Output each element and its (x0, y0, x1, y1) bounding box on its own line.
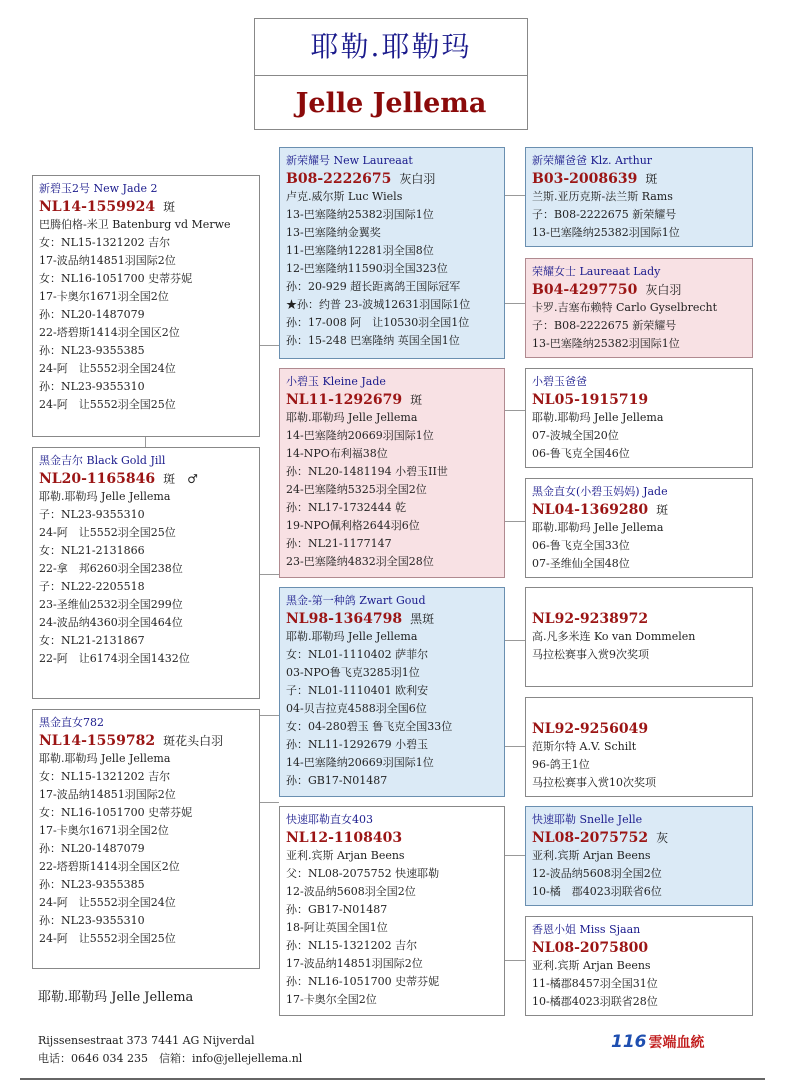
connector-line (259, 715, 279, 716)
pigeon-ring: NL12-1108403 (286, 830, 403, 846)
pigeon-color: 灰 (656, 831, 669, 845)
pigeon-ring: NL05-1915719 (532, 392, 649, 408)
pigeon-ring: NL98-1364798 黑斑 (286, 611, 435, 627)
connector-line (259, 802, 279, 803)
pigeon-line: 孙：NL23-9355385 (39, 878, 145, 891)
pigeon-line: 23-圣维仙2532羽全国299位 (39, 598, 183, 611)
pigeon-line: 孙：NL20-1487079 (39, 308, 145, 321)
pigeon-line: 23-巴塞隆纳4832羽全国28位 (286, 555, 434, 568)
connector-line (259, 345, 279, 346)
pigeon-ring: NL14-1559782 斑花头白羽 (39, 733, 224, 749)
pigeon-ring: B08-2222675 灰白羽 (286, 171, 436, 187)
title-chinese: 耶勒.耶勒玛 (255, 19, 527, 76)
pigeon-line: 孙：20-929 超长距离鸽王国际冠军 (286, 280, 461, 293)
pigeon-line: 22-塔碧斯1414羽全国区2位 (39, 326, 180, 339)
pigeon-line: 亚利.宾斯 Arjan Beens (532, 849, 651, 862)
pigeon-line: 18-阿让英国全国1位 (286, 921, 388, 934)
pigeon-card-granddam-dam-side (279, 806, 505, 1016)
pigeon-line: 24-阿 让5552羽全国25位 (39, 398, 176, 411)
pigeon-ring: NL08-2075752 灰 (532, 830, 669, 846)
pigeon-line: 孙：NL23-9355310 (39, 914, 145, 927)
pigeon-line: 卡罗.吉塞布赖特 Carlo Gyselbrecht (532, 301, 718, 314)
pigeon-line: 范斯尔特 A.V. Schilt (532, 740, 637, 753)
pigeon-line: 22-阿 让6174羽全国1432位 (39, 652, 190, 665)
pigeon-line: 孙：NL23-9355385 (39, 344, 145, 357)
pigeon-line: 24-阿 让5552羽全国24位 (39, 362, 176, 375)
pigeon-line: 女：NL16-1051700 史蒂芬妮 (39, 806, 193, 819)
pigeon-color: 斑 (645, 172, 658, 186)
pigeon-line: 巴腾伯格-米卫 Batenburg vd Merwe (39, 218, 231, 231)
pigeon-line: 19-NPO佩利格2644羽6位 (286, 519, 420, 532)
pigeon-line: 14-巴塞隆纳20669羽国际1位 (286, 429, 434, 442)
pigeon-line: 24-波品纳4360羽全国464位 (39, 616, 183, 629)
connector-line (505, 855, 525, 856)
pigeon-line: 孙：NL15-1321202 吉尔 (286, 939, 418, 952)
owner-name: 耶勒.耶勒玛 Jelle Jellema (38, 990, 194, 1005)
pigeon-line: 96-鸽王1位 (532, 758, 590, 771)
pigeon-name (532, 702, 746, 720)
pigeon-ring: NL04-1369280 斑 (532, 502, 669, 518)
pigeon-line: 11-巴塞隆纳12281羽全国8位 (286, 244, 434, 257)
pigeon-color: 斑 (163, 200, 176, 214)
pigeon-line: 22-拿 邦6260羽全国238位 (39, 562, 183, 575)
pigeon-line: 子：B08-2222675 新荣耀号 (532, 319, 677, 332)
pigeon-line: 14-NPO布利福38位 (286, 447, 388, 460)
pigeon-line: 孙：15-248 巴塞隆纳 英国全国1位 (286, 334, 460, 347)
pigeon-card-ggp-7 (525, 806, 753, 906)
pigeon-line: 孙：NL21-1177147 (286, 537, 392, 550)
pigeon-line: 24-阿 让5552羽全国25位 (39, 526, 176, 539)
pigeon-line: 06-鲁飞克全国33位 (532, 539, 630, 552)
pigeon-name: 小碧玉 Kleine Jade (286, 375, 386, 388)
pigeon-line: 17-波品纳14851羽国际2位 (39, 788, 176, 801)
pigeon-color: 灰白羽 (399, 172, 436, 186)
pigeon-color: 斑 ♂ (163, 472, 198, 486)
pigeon-line: 女：NL16-1051700 史蒂芬妮 (39, 272, 193, 285)
pigeon-line: 孙：GB17-N01487 (286, 903, 388, 916)
connector-line (505, 410, 525, 411)
pigeon-line: 耶勒.耶勒玛 Jelle Jellema (532, 411, 664, 424)
pigeon-line: 孙：NL20-1487079 (39, 842, 145, 855)
pigeon-line: 17-卡奥尔1671羽全国2位 (39, 824, 169, 837)
pigeon-line: 马拉松赛事入赏10次奖项 (532, 776, 656, 789)
pigeon-name: 黑金直女782 (39, 716, 104, 729)
pigeon-card-grandsire (279, 147, 505, 359)
connector-line (505, 746, 525, 747)
pigeon-line: 兰斯.亚历克斯-法兰斯 Rams (532, 190, 673, 203)
pigeon-line: 马拉松赛事入赏9次奖项 (532, 648, 649, 661)
pigeon-line: 孙：GB17-N01487 (286, 774, 388, 787)
pigeon-line: 耶勒.耶勒玛 Jelle Jellema (286, 630, 418, 643)
title-english: Jelle Jellema (295, 88, 487, 119)
pigeon-card-ggp-3 (525, 368, 753, 468)
connector-line (505, 521, 525, 522)
pigeon-line: 子：NL22-2205518 (39, 580, 145, 593)
pigeon-line: 10-橘 郡4023羽联省6位 (532, 885, 662, 898)
connector-line (505, 195, 525, 196)
pigeon-line: 12-波品纳5608羽全国2位 (532, 867, 662, 880)
pigeon-line: 04-贝吉拉克4588羽全国6位 (286, 702, 427, 715)
pigeon-line: 亚利.宾斯 Arjan Beens (286, 849, 405, 862)
pigeon-line: 卢克.威尔斯 Luc Wiels (286, 190, 403, 203)
pigeon-card-dam (32, 709, 260, 969)
footer-contact: 电话：0646 034 235 信箱：info@jellejellema.nl (38, 1052, 303, 1065)
pigeon-line: 03-NPO鲁飞克3285羽1位 (286, 666, 420, 679)
pigeon-line: 12-波品纳5608羽全国2位 (286, 885, 416, 898)
pigeon-line: 14-巴塞隆纳20669羽国际1位 (286, 756, 434, 769)
pigeon-line: 17-波品纳14851羽国际2位 (39, 254, 176, 267)
pigeon-card-ggp-2 (525, 258, 753, 358)
logo-text: 雲端血統 (648, 1035, 705, 1051)
pigeon-line: 孙：NL11-1292679 小碧玉 (286, 738, 429, 751)
connector-line (505, 640, 525, 641)
connector-line (259, 574, 279, 575)
pigeon-ring: B03-2008639 斑 (532, 171, 658, 187)
pigeon-line: 孙：NL23-9355310 (39, 380, 145, 393)
pigeon-ring: NL20-1165846 斑 ♂ (39, 471, 198, 487)
pigeon-line: 13-巴塞隆纳金翼奖 (286, 226, 381, 239)
pigeon-line: 24-阿 让5552羽全国24位 (39, 896, 176, 909)
pigeon-line: 耶勒.耶勒玛 Jelle Jellema (39, 490, 171, 503)
pigeon-line: 耶勒.耶勒玛 Jelle Jellema (286, 411, 418, 424)
pigeon-name: 小碧玉爸爸 (532, 375, 587, 388)
pigeon-line: 11-橘郡8457羽全国31位 (532, 977, 658, 990)
pigeon-card-ggp-5 (525, 587, 753, 687)
brand-logo (611, 1032, 705, 1052)
pigeon-line: 06-鲁飞克全国46位 (532, 447, 630, 460)
pigeon-name: 黑金吉尔 Black Gold Jill (39, 454, 166, 467)
pigeon-line: 17-波品纳14851羽国际2位 (286, 957, 423, 970)
pigeon-card-ggp-4 (525, 478, 753, 578)
pigeon-card-sire (32, 175, 260, 437)
pigeon-ring: NL92-9238972 (532, 611, 649, 627)
pigeon-name: 荣耀女士 Laureaat Lady (532, 265, 661, 278)
pigeon-color: 斑 (656, 503, 669, 517)
pigeon-line: 子：NL01-1110401 欧利安 (286, 684, 429, 697)
pigeon-card-grandsire-dam-side (279, 587, 505, 797)
pigeon-name (532, 592, 746, 610)
pigeon-line: 女：NL15-1321202 吉尔 (39, 236, 171, 249)
pigeon-line: 13-巴塞隆纳25382羽国际1位 (532, 337, 680, 350)
pigeon-color: 黑斑 (410, 612, 435, 626)
pigeon-line: 女：04-280碧玉 鲁飞克全国33位 (286, 720, 453, 733)
pigeon-name: 新碧玉2号 New Jade 2 (39, 182, 158, 195)
pigeon-line: 孙：17-008 阿 让10530羽全国1位 (286, 316, 470, 329)
pigeon-name: 新荣耀号 New Laureaat (286, 154, 413, 167)
pigeon-line: ★孙：约普 23-波城12631羽国际1位 (286, 298, 471, 311)
pigeon-line: 孙：NL17-1732444 乾 (286, 501, 407, 514)
pigeon-ring: NL14-1559924 斑 (39, 199, 176, 215)
pigeon-ring: NL92-9256049 (532, 721, 649, 737)
pigeon-card-ggp-6 (525, 697, 753, 797)
pigeon-line: 父：NL08-2075752 快速耶勒 (286, 867, 440, 880)
pigeon-line: 12-巴塞隆纳11590羽全国323位 (286, 262, 448, 275)
pigeon-line: 耶勒.耶勒玛 Jelle Jellema (39, 752, 171, 765)
pigeon-line: 女：NL01-1110402 萨菲尔 (286, 648, 429, 661)
pigeon-line: 22-塔碧斯1414羽全国区2位 (39, 860, 180, 873)
pigeon-card-ggp-8 (525, 916, 753, 1016)
pigeon-name: 黑金-第一种鸽 Zwart Goud (286, 594, 426, 607)
connector-line (505, 960, 525, 961)
pigeon-card-subject (32, 447, 260, 699)
pigeon-line: 亚利.宾斯 Arjan Beens (532, 959, 651, 972)
pigeon-line: 子：B08-2222675 新荣耀号 (532, 208, 677, 221)
pigeon-color: 斑 (410, 393, 423, 407)
bottom-rule (20, 1078, 765, 1080)
footer (38, 1032, 302, 1068)
pigeon-name: 新荣耀爸爸 Klz. Arthur (532, 154, 653, 167)
pigeon-ring: NL11-1292679 斑 (286, 392, 423, 408)
pigeon-line: 高.凡多米连 Ko van Dommelen (532, 630, 696, 643)
pigeon-line: 17-卡奥尔1671羽全国2位 (39, 290, 169, 303)
pigeon-line: 女：NL21-2131866 (39, 544, 145, 557)
pigeon-line: 女：NL15-1321202 吉尔 (39, 770, 171, 783)
pigeon-line: 07-波城全国20位 (532, 429, 619, 442)
pigeon-line: 孙：NL20-1481194 小碧玉II世 (286, 465, 448, 478)
pigeon-line: 子：NL23-9355310 (39, 508, 145, 521)
pigeon-name: 香恩小姐 Miss Sjaan (532, 923, 641, 936)
pigeon-line: 17-卡奥尔全国2位 (286, 993, 377, 1006)
logo-number: 116 (611, 1032, 647, 1052)
pigeon-line: 24-阿 让5552羽全国25位 (39, 932, 176, 945)
pigeon-ring: NL08-2075800 (532, 940, 649, 956)
pigeon-line: 13-巴塞隆纳25382羽国际1位 (532, 226, 680, 239)
pigeon-line: 13-巴塞隆纳25382羽国际1位 (286, 208, 434, 221)
pigeon-name: 黑金直女(小碧玉妈妈) Jade (532, 485, 668, 498)
pigeon-line: 10-橘郡4023羽联省28位 (532, 995, 658, 1008)
title-box (254, 18, 528, 130)
pigeon-line: 耶勒.耶勒玛 Jelle Jellema (532, 521, 664, 534)
pigeon-line: 24-巴塞隆纳5325羽全国2位 (286, 483, 427, 496)
pigeon-name: 快速耶勒直女403 (286, 813, 373, 826)
pigeon-color: 斑花头白羽 (163, 734, 224, 748)
connector-line (145, 437, 146, 447)
pigeon-color: 灰白羽 (645, 283, 682, 297)
pigeon-ring: B04-4297750 灰白羽 (532, 282, 682, 298)
pigeon-name: 快速耶勒 Snelle Jelle (532, 813, 643, 826)
pigeon-card-granddam (279, 368, 505, 578)
connector-line (505, 303, 525, 304)
pigeon-line: 07-圣维仙全国48位 (532, 557, 630, 570)
footer-address: Rijssensestraat 373 7441 AG Nijverdal (38, 1034, 255, 1047)
pigeon-card-ggp-1 (525, 147, 753, 247)
pigeon-line: 女：NL21-2131867 (39, 634, 145, 647)
pigeon-line: 孙：NL16-1051700 史蒂芬妮 (286, 975, 440, 988)
